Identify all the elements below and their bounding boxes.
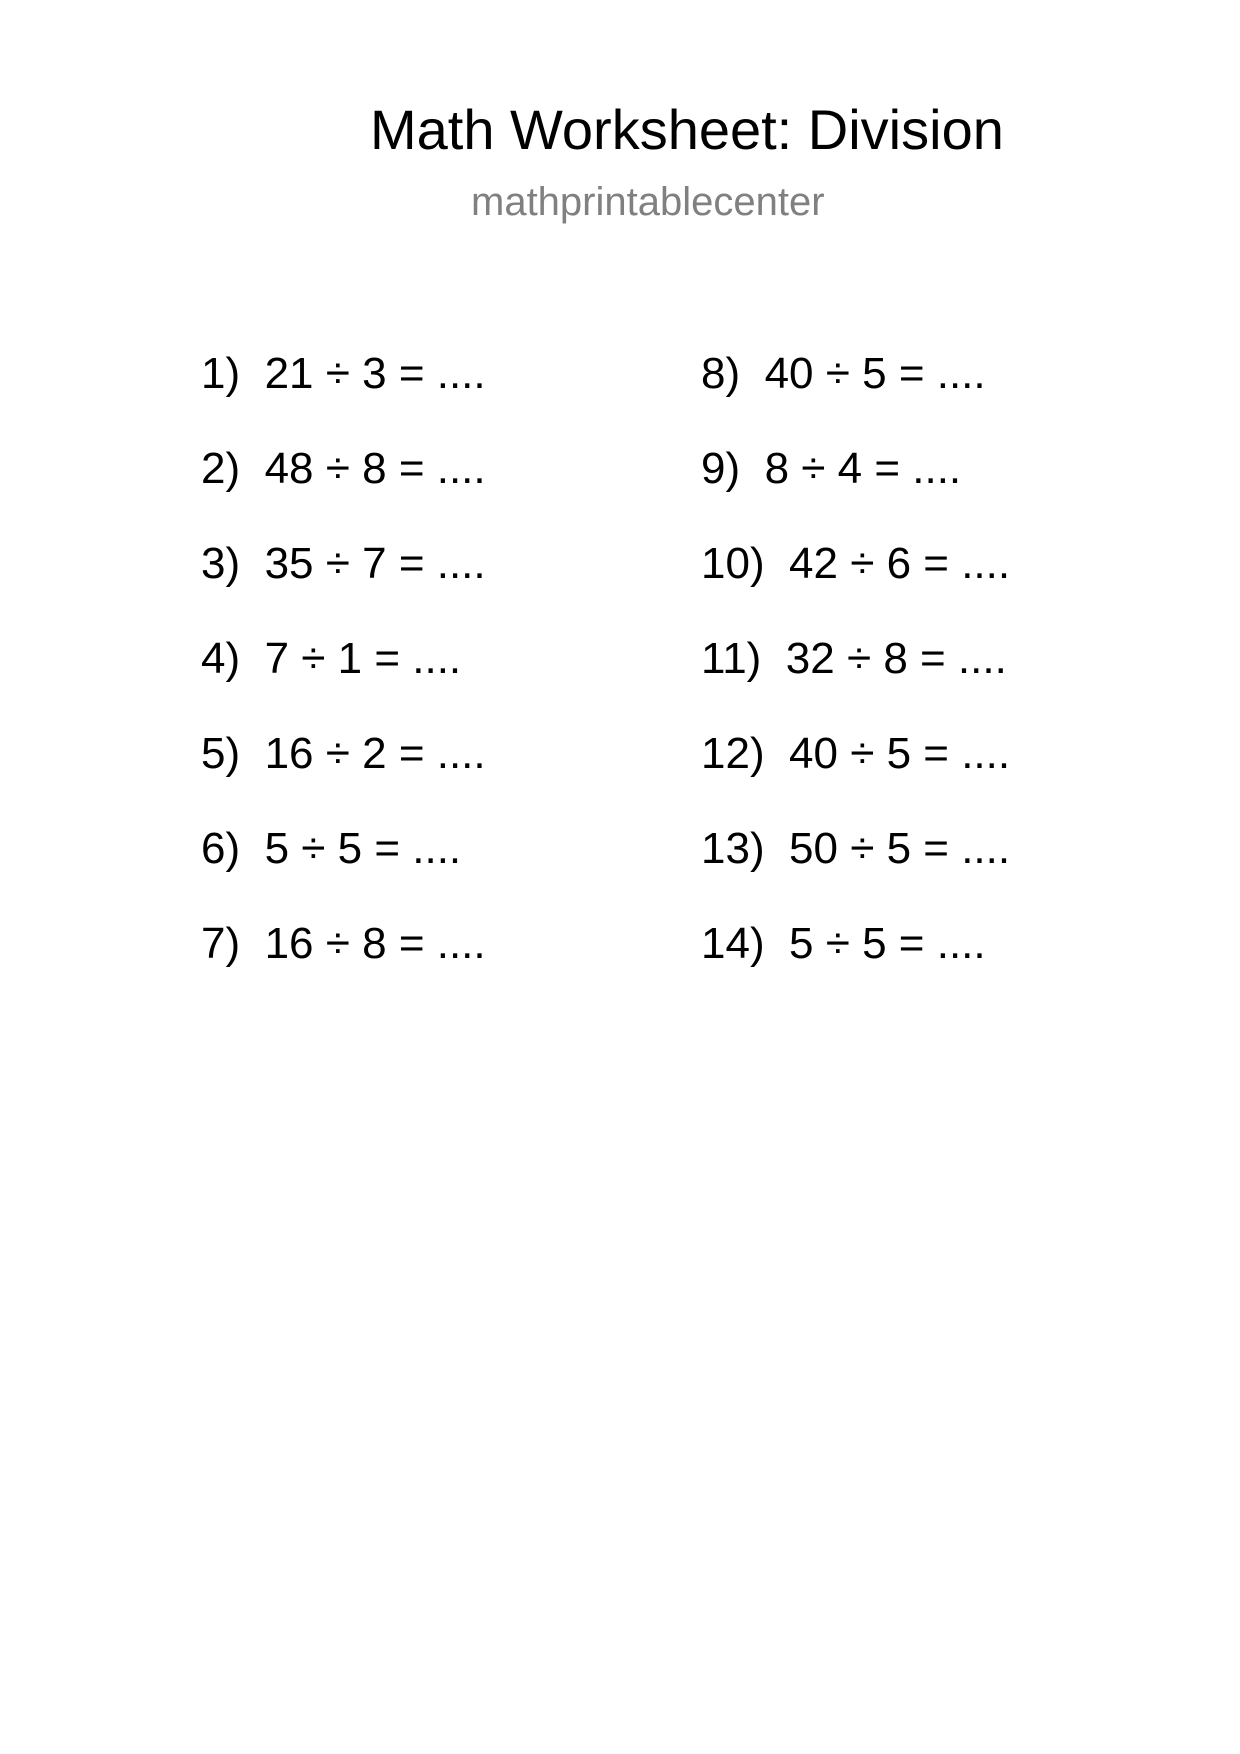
- problem-item: [701, 634, 1007, 683]
- problem-item: [701, 824, 1011, 873]
- problem-number: 5): [201, 729, 241, 778]
- problem-number: 7): [201, 919, 241, 968]
- problem-item: [701, 729, 1011, 778]
- problem-item: [201, 444, 486, 493]
- problem-number: 14): [701, 919, 765, 968]
- problem-expression: 42 ÷ 6 = ....: [789, 539, 1011, 588]
- problem-number: 2): [201, 444, 241, 493]
- problem-number: 6): [201, 824, 241, 873]
- problem-item: [201, 349, 486, 398]
- problem-expression: 48 ÷ 8 = ....: [264, 444, 486, 493]
- problem-expression: 16 ÷ 8 = ....: [264, 919, 486, 968]
- problem-item: [201, 634, 462, 683]
- problem-number: 10): [701, 539, 765, 588]
- problem-expression: 8 ÷ 4 = ....: [764, 444, 962, 493]
- problem-item: [701, 349, 986, 398]
- problem-expression: 40 ÷ 5 = ....: [789, 729, 1011, 778]
- problem-expression: 35 ÷ 7 = ....: [264, 539, 486, 588]
- problem-expression: 5 ÷ 5 = ....: [264, 824, 462, 873]
- problem-number: 4): [201, 634, 241, 683]
- problem-number: 11): [701, 634, 762, 683]
- problem-item: [701, 539, 1011, 588]
- problem-number: 1): [201, 349, 241, 398]
- problem-expression: 21 ÷ 3 = ....: [264, 349, 486, 398]
- problem-expression: 32 ÷ 8 = ....: [785, 634, 1007, 683]
- worksheet-subtitle: mathprintablecenter: [471, 180, 825, 224]
- problem-number: 12): [701, 729, 765, 778]
- problem-expression: 40 ÷ 5 = ....: [764, 349, 986, 398]
- problem-expression: 5 ÷ 5 = ....: [789, 919, 986, 968]
- problem-item: [201, 729, 486, 778]
- problem-expression: 50 ÷ 5 = ....: [789, 824, 1011, 873]
- problem-expression: 16 ÷ 2 = ....: [264, 729, 486, 778]
- problem-item: [701, 444, 962, 493]
- problem-number: 13): [701, 824, 765, 873]
- problem-expression: 7 ÷ 1 = ....: [264, 634, 462, 683]
- problem-number: 8): [701, 349, 741, 398]
- problem-item: [201, 539, 486, 588]
- worksheet-title: Math Worksheet: Division: [370, 98, 1004, 161]
- problem-number: 9): [701, 444, 741, 493]
- problem-item: [201, 824, 462, 873]
- problem-item: [701, 919, 986, 968]
- problem-item: [201, 919, 486, 968]
- problem-number: 3): [201, 539, 241, 588]
